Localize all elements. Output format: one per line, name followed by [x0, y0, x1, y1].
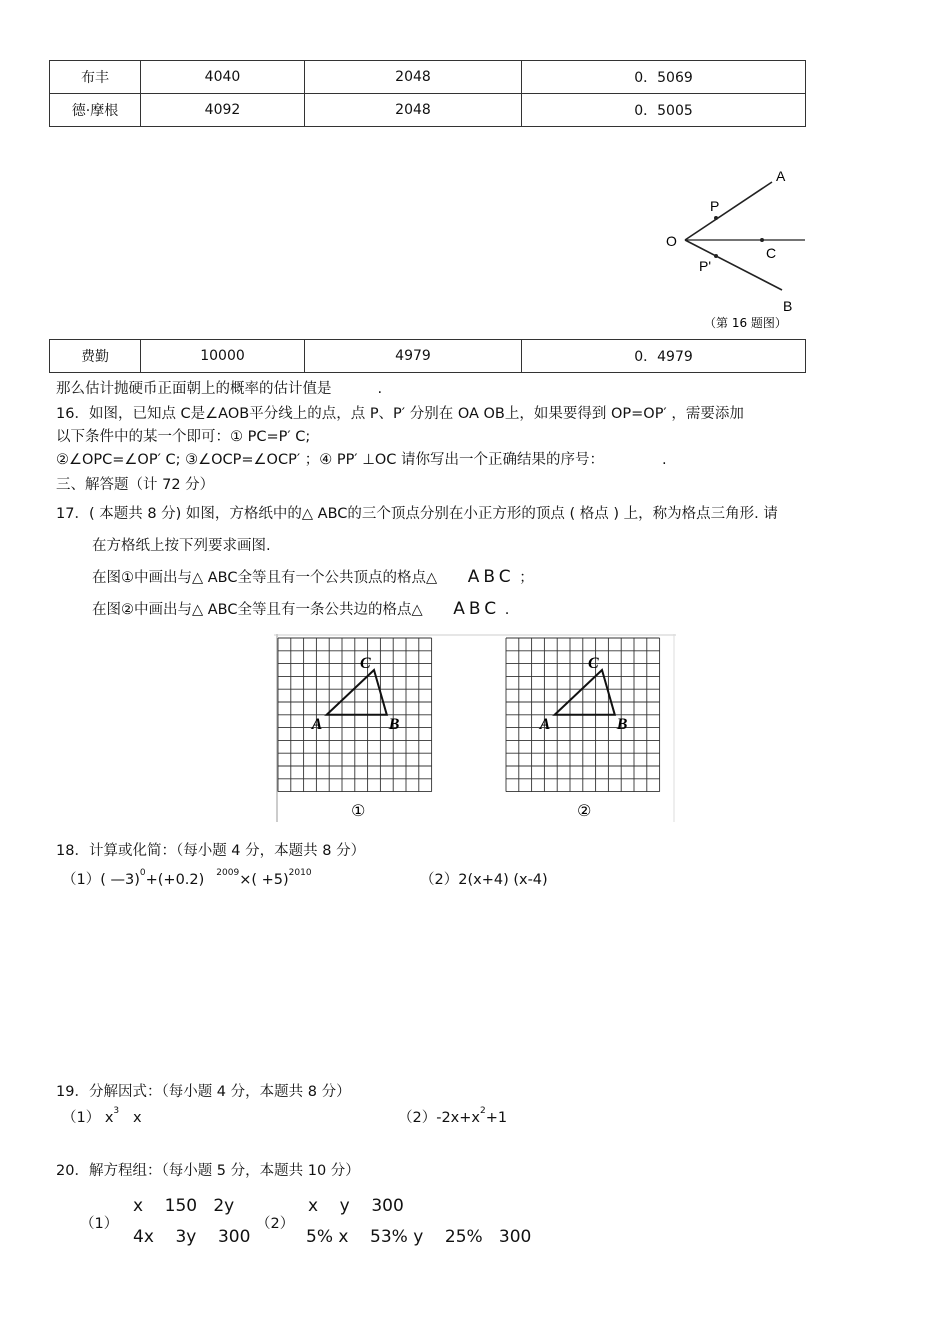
- figure-caption: （第 16 题图）: [704, 316, 787, 330]
- table-row: [50, 61, 806, 94]
- coin-toss-table-bottom: [49, 339, 806, 373]
- q18-exp3: 2010: [288, 868, 312, 879]
- q17-line4-end: .: [504, 602, 510, 618]
- q19-part1-base: （1） x: [62, 1110, 114, 1126]
- q16-line2: 以下条件中的某一个即可：① PC=P′ C;: [56, 429, 311, 445]
- q19-title: 19．分解因式：（每小题 4 分，本题共 8 分）: [56, 1084, 351, 1100]
- table-cell-throws: 4040: [141, 61, 305, 94]
- table-cell-throws: 4092: [141, 94, 305, 127]
- q17-line4-text: 在图②中画出与△ ABC全等且有一条公共边的格点△: [92, 602, 423, 618]
- figure-label-2: ②: [577, 801, 592, 820]
- table-cell-name: 费勤: [50, 340, 141, 373]
- q20-part2-label: （2）: [256, 1216, 295, 1232]
- q18-title: 18．计算或化简：（每小题 4 分，本题共 8 分）: [56, 843, 366, 859]
- q17-line3-text: 在图①中画出与△ ABC全等且有一个公共顶点的格点△: [92, 570, 438, 586]
- point-p: [714, 216, 718, 220]
- q15-text: [56, 377, 382, 398]
- table-row: [50, 94, 806, 127]
- table-cell-freq: 0．5005: [522, 94, 806, 127]
- q15-end: .: [377, 381, 383, 397]
- q17-line3: [92, 566, 534, 587]
- q17-line4: [92, 598, 509, 619]
- q19-part1: [62, 1106, 142, 1127]
- q17-line3-end: ；: [519, 570, 534, 586]
- q19-exp: 3: [113, 1106, 120, 1117]
- point-p-prime: [714, 254, 718, 258]
- figure-16-angle-diagram: [650, 160, 820, 335]
- q19-part2-end: +1: [485, 1110, 508, 1126]
- ray-oa: [685, 182, 772, 240]
- table-cell-throws: 10000: [141, 340, 305, 373]
- q19-part1-end: x: [119, 1110, 142, 1126]
- q19-part2-base: （2）-2x+x: [398, 1110, 480, 1126]
- q17-line3-abc: ABC: [467, 567, 515, 587]
- table-cell-name: 布丰: [50, 61, 141, 94]
- section-heading: 三、解答题（计 72 分）: [56, 477, 215, 493]
- label-c: C: [766, 245, 777, 261]
- q20-part2-eq1: x y 300: [308, 1196, 404, 1216]
- q18-part1-base: （1）( —3): [62, 872, 140, 888]
- vertex-label-c: C: [588, 655, 599, 672]
- q18-part1: [62, 868, 312, 889]
- q20-part1-eq1: x 150 2y: [133, 1196, 235, 1216]
- q20-part1-label: （1）: [80, 1216, 119, 1232]
- q18-exp1: 0: [139, 868, 146, 879]
- vertex-label-a: A: [539, 715, 551, 733]
- table-cell-heads: 4979: [305, 340, 522, 373]
- vertex-label-b: B: [388, 715, 400, 733]
- q17-line4-abc: ABC: [453, 599, 501, 619]
- vertex-label-c: C: [360, 655, 371, 672]
- q17-line1: 17．( 本题共 8 分) 如图，方格纸中的△ ABC的三个顶点分别在小正方形的顶点 ( 格点 ) 上，称为格点三角形. 请: [56, 506, 778, 522]
- q16-line1: 16．如图，已知点 C是∠AOB平分线上的点，点 P、P′ 分别在 OA OB上，如果要得到 OP=OP′ ，需要添加: [56, 406, 744, 422]
- q17-line2: 在方格纸上按下列要求画图.: [92, 538, 271, 554]
- vertex-label-b: B: [616, 715, 628, 733]
- q20-part1-eq2: 4x 3y 300: [133, 1227, 251, 1247]
- q16-line3-text: ②∠OPC=∠OP′ C; ③∠OCP=∠OCP′ ；④ PP′ ⊥OC 请你写出一个正确结果的序号：: [56, 452, 604, 468]
- grid-figure-1: [278, 638, 432, 792]
- figure-label-1: ①: [351, 801, 366, 820]
- q19-exp2: 2: [480, 1106, 486, 1117]
- label-o: O: [666, 233, 677, 249]
- vertex-label-a: A: [311, 715, 323, 733]
- label-p: P: [710, 198, 720, 214]
- coin-toss-table-top: [49, 60, 806, 127]
- label-b: B: [783, 298, 793, 314]
- grid-figure-2: [506, 638, 660, 792]
- q16-line3: [56, 448, 667, 469]
- table-cell-heads: 2048: [305, 61, 522, 94]
- point-c: [760, 238, 764, 242]
- q18-exp2: 2009: [216, 868, 240, 879]
- label-a: A: [776, 168, 786, 184]
- q15-question: 那么估计抛硬币正面朝上的概率的估计值是: [56, 381, 332, 397]
- q19-part2: [398, 1106, 507, 1127]
- table-cell-freq: 0．4979: [522, 340, 806, 373]
- q18-part1-mid: +(+0.2): [145, 872, 205, 888]
- label-p-prime: P': [699, 258, 712, 274]
- q17-grid-figures: [274, 634, 676, 824]
- table-cell-freq: 0．5069: [522, 61, 806, 94]
- q20-part2-eq2: 5% x 53% y 25% 300: [306, 1227, 532, 1247]
- q18-part2: （2）2(x+4) (x-4): [420, 872, 548, 888]
- table-row: [50, 340, 806, 373]
- table-cell-name: 德·摩根: [50, 94, 141, 127]
- q20-title: 20．解方程组：（每小题 5 分，本题共 10 分）: [56, 1163, 360, 1179]
- q18-part1-mid2: ×( +5): [239, 872, 289, 888]
- q16-line3-end: .: [662, 452, 667, 468]
- table-cell-heads: 2048: [305, 94, 522, 127]
